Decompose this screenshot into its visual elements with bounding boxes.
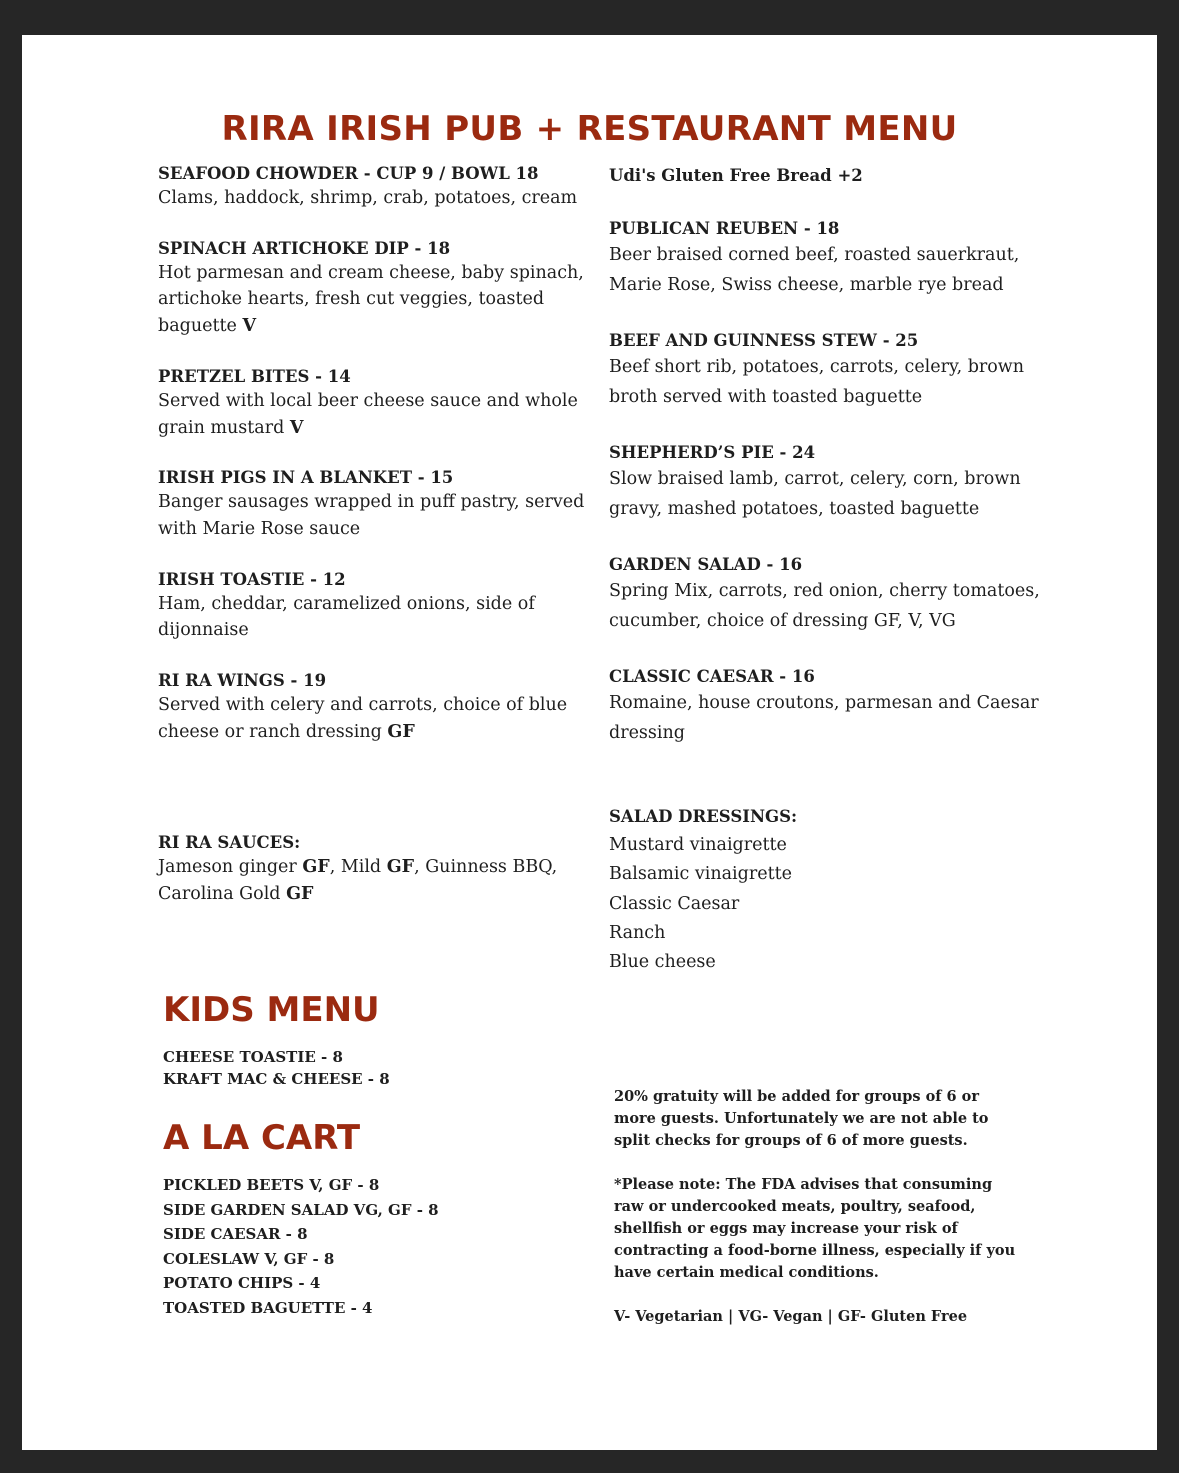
- list-item: KRAFT MAC & CHEESE - 8: [163, 1070, 390, 1088]
- item-name: PRETZEL BITES - 14: [158, 366, 351, 386]
- list-item: COLESLAW V, GF - 8: [163, 1249, 335, 1268]
- right-column: [609, 163, 1059, 776]
- menu-item: [609, 163, 1059, 188]
- diet-tag: GF: [302, 857, 330, 877]
- sauces-block: [158, 832, 598, 907]
- dressings-block: [609, 803, 1059, 977]
- item-name: SEAFOOD CHOWDER - CUP 9 / BOWL 18: [158, 164, 539, 183]
- item-description: Served with celery and carrots, choice of blue cheese or ranch dressing GF: [158, 695, 568, 742]
- item-name: GARDEN SALAD - 16: [609, 555, 803, 574]
- item-name: CLASSIC CAESAR - 16: [609, 667, 815, 686]
- item-name: RI RA WINGS - 19: [158, 671, 327, 691]
- item-name: PUBLICAN REUBEN - 18: [609, 219, 840, 238]
- sauces-list: Jameson ginger GF, Mild GF, Guinness BBQ, Carolina Gold GF: [158, 857, 558, 904]
- diet-tag: V: [289, 417, 304, 438]
- dressing-option: Ranch: [609, 922, 666, 943]
- dressing-option: Blue cheese: [609, 952, 716, 973]
- list-item: PICKLED BEETS V, GF - 8: [163, 1176, 380, 1194]
- menu-item: [158, 366, 598, 441]
- diet-tag: V: [242, 316, 257, 337]
- list-item: CHEESE TOASTIE - 8: [163, 1048, 343, 1066]
- menu-item: [609, 664, 1059, 748]
- diet-tag: GF: [386, 857, 415, 877]
- item-name: IRISH PIGS IN A BLANKET - 15: [158, 468, 454, 488]
- menu-item: [158, 238, 598, 340]
- menu-page: [22, 35, 1157, 1450]
- kids-menu-list: [163, 1046, 390, 1090]
- item-description: Clams, haddock, shrimp, crab, potatoes, cream: [158, 188, 578, 208]
- list-item: TOASTED BAGUETTE - 4: [163, 1298, 373, 1317]
- menu-title: RIRA IRISH PUB + RESTAURANT MENU: [221, 109, 958, 149]
- item-description: Beef short rib, potatoes, carrots, celery, brown broth served with toasted baguette: [609, 357, 1025, 407]
- menu-item: [609, 440, 1059, 524]
- item-description: Slow braised lamb, carrot, celery, corn, brown gravy, mashed potatoes, toasted baguette: [609, 469, 1021, 519]
- item-name: SPINACH ARTICHOKE DIP - 18: [158, 238, 451, 258]
- list-item: POTATO CHIPS - 4: [163, 1274, 321, 1292]
- dressings-heading: SALAD DRESSINGS:: [609, 807, 798, 826]
- item-description: Ham, cheddar, caramelized onions, side of dijonnaise: [158, 593, 535, 641]
- menu-item: [158, 569, 598, 644]
- item-name: Udi's Gluten Free Bread +2: [609, 166, 863, 185]
- dressing-option: Mustard vinaigrette: [609, 835, 787, 855]
- menu-item: [158, 670, 598, 745]
- item-description: Beer braised corned beef, roasted sauerkraut, Marie Rose, Swiss cheese, marble rye bread: [609, 245, 1020, 295]
- item-description: Spring Mix, carrots, red onion, cherry tomatoes, cucumber, choice of dressing GF, V, VG: [609, 581, 1040, 631]
- menu-item: [158, 163, 598, 212]
- kids-menu-heading: KIDS MENU: [163, 990, 380, 1030]
- item-name: BEEF AND GUINNESS STEW - 25: [609, 331, 919, 350]
- left-column: [158, 163, 598, 771]
- dressing-option: Balsamic vinaigrette: [609, 864, 792, 885]
- gratuity-note: 20% gratuity will be added for groups of 6 or more guests. Unfortunately we are not able to split checks for groups of 6 of more guests.: [614, 1088, 989, 1149]
- menu-item: [158, 467, 598, 542]
- a-la-cart-list: [163, 1173, 439, 1320]
- menu-item: [609, 216, 1059, 300]
- fda-note: *Please note: The FDA advises that consuming raw or undercooked meats, poultry, seafood, shellfish or eggs may increase your risk of contracting a food-borne illness, especially if you have certain medical conditions.: [614, 1176, 1016, 1281]
- diet-legend: V- Vegetarian | VG- Vegan | GF- Gluten Free: [614, 1308, 968, 1325]
- item-name: SHEPHERD’S PIE - 24: [609, 443, 816, 462]
- menu-notes: [614, 1086, 1024, 1350]
- sauces-heading: RI RA SAUCES:: [158, 833, 301, 852]
- item-description: Hot parmesan and cream cheese, baby spinach, artichoke hearts, fresh cut veggies, toasted baguette V: [158, 262, 584, 337]
- item-description: Served with local beer cheese sauce and whole grain mustard V: [158, 390, 578, 438]
- item-description: Banger sausages wrapped in puff pastry, served with Marie Rose sauce: [158, 492, 585, 539]
- menu-item: [609, 552, 1059, 636]
- list-item: SIDE CAESAR - 8: [163, 1225, 308, 1243]
- a-la-cart-heading: A LA CART: [163, 1118, 361, 1158]
- dressing-option: Classic Caesar: [609, 893, 740, 914]
- item-description: Romaine, house croutons, parmesan and Caesar dressing: [609, 693, 1039, 743]
- diet-tag: GF: [387, 721, 415, 742]
- list-item: SIDE GARDEN SALAD VG, GF - 8: [163, 1200, 439, 1219]
- item-name: IRISH TOASTIE - 12: [158, 569, 346, 589]
- menu-item: [609, 328, 1059, 412]
- diet-tag: GF: [286, 883, 314, 904]
